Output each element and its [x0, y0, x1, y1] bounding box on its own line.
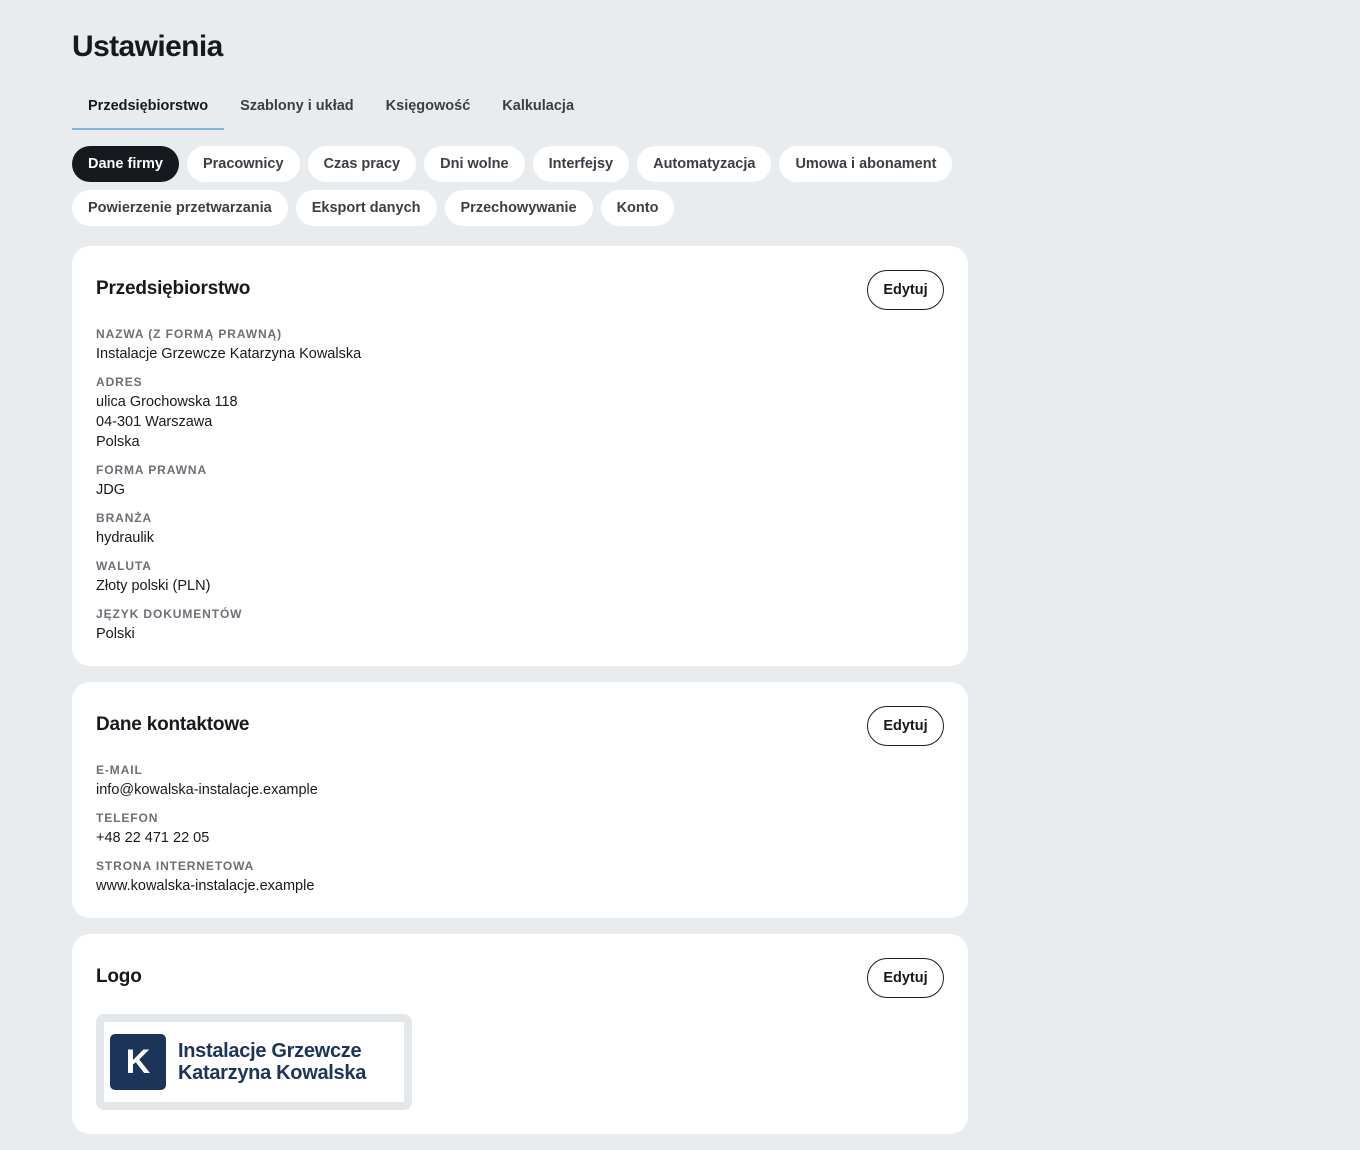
field-label: BRANŻA — [96, 511, 153, 525]
field-label: JĘZYK DOKUMENTÓW — [96, 607, 243, 621]
field-label: NAZWA (Z FORMĄ PRAWNĄ) — [96, 327, 282, 341]
field-forma-prawna — [96, 462, 796, 500]
logo-card-title: Logo — [96, 966, 142, 987]
sub-nav-chips — [72, 146, 1172, 226]
contact-card-title: Dane kontaktowe — [96, 714, 250, 735]
page-title: Ustawienia — [72, 30, 223, 63]
field-nazwa — [96, 326, 796, 364]
field-label: STRONA INTERNETOWA — [96, 859, 255, 873]
field-jezyk-dokumentow — [96, 606, 796, 644]
chip-interfejsy[interactable]: Interfejsy — [533, 146, 629, 182]
field-value: Instalacje Grzewcze Katarzyna Kowalska — [96, 346, 362, 362]
field-telefon — [96, 810, 796, 848]
tab-ksiegowosc[interactable]: Księgowość — [385, 98, 471, 114]
chip-automatyzacja[interactable]: Automatyzacja — [637, 146, 771, 182]
field-email — [96, 762, 796, 800]
chip-umowa-i-abonament[interactable]: Umowa i abonament — [779, 146, 952, 182]
edit-company-button[interactable]: Edytuj — [867, 270, 944, 310]
field-value: hydraulik — [96, 530, 155, 546]
field-value: www.kowalska-instalacje.example — [96, 878, 315, 894]
edit-logo-button[interactable]: Edytuj — [867, 958, 944, 998]
chip-czas-pracy[interactable]: Czas pracy — [308, 146, 417, 182]
chip-przechowywanie[interactable]: Przechowywanie — [445, 190, 593, 226]
chip-powierzenie-przetwarzania[interactable]: Powierzenie przetwarzania — [72, 190, 288, 226]
chip-eksport-danych[interactable]: Eksport danych — [296, 190, 437, 226]
field-value: ulica Grochowska 118 — [96, 394, 238, 410]
company-fields — [96, 326, 796, 654]
field-waluta — [96, 558, 796, 596]
field-label: ADRES — [96, 375, 143, 389]
contact-fields — [96, 762, 796, 906]
main-tabs — [72, 82, 590, 130]
logo-text-line2: Katarzyna Kowalska — [178, 1062, 367, 1084]
chip-dane-firmy[interactable]: Dane firmy — [72, 146, 179, 182]
chip-dni-wolne[interactable]: Dni wolne — [424, 146, 524, 182]
field-value: 04-301 Warszawa — [96, 414, 213, 430]
field-value: Złoty polski (PLN) — [96, 578, 211, 594]
logo-wordmark — [178, 1040, 366, 1084]
field-branza — [96, 510, 796, 548]
edit-contact-button[interactable]: Edytuj — [867, 706, 944, 746]
field-adres — [96, 374, 796, 452]
logo-mark: K — [110, 1034, 166, 1090]
company-card-title: Przedsiębiorstwo — [96, 278, 251, 299]
tab-przedsiebiorstwo[interactable]: Przedsiębiorstwo — [72, 82, 224, 130]
field-strona-internetowa — [96, 858, 796, 896]
logo-text-line1: Instalacje Grzewcze — [178, 1040, 362, 1062]
field-value: +48 22 471 22 05 — [96, 830, 210, 846]
tab-kalkulacja[interactable]: Kalkulacja — [502, 98, 575, 114]
logo-preview — [96, 1014, 412, 1110]
contact-card — [72, 682, 968, 918]
chip-pracownicy[interactable]: Pracownicy — [187, 146, 300, 182]
company-card — [72, 246, 968, 666]
field-value: info@kowalska-instalacje.example — [96, 782, 318, 798]
field-value: Polska — [96, 434, 140, 450]
logo-image — [104, 1022, 404, 1102]
field-label: E-MAIL — [96, 763, 143, 777]
field-label: FORMA PRAWNA — [96, 463, 208, 477]
chip-konto[interactable]: Konto — [601, 190, 675, 226]
field-label: WALUTA — [96, 559, 152, 573]
field-label: TELEFON — [96, 811, 159, 825]
field-value: Polski — [96, 626, 135, 642]
logo-card — [72, 934, 968, 1134]
field-value: JDG — [96, 482, 125, 498]
tab-szablony-i-uklad[interactable]: Szablony i układ — [240, 98, 354, 114]
